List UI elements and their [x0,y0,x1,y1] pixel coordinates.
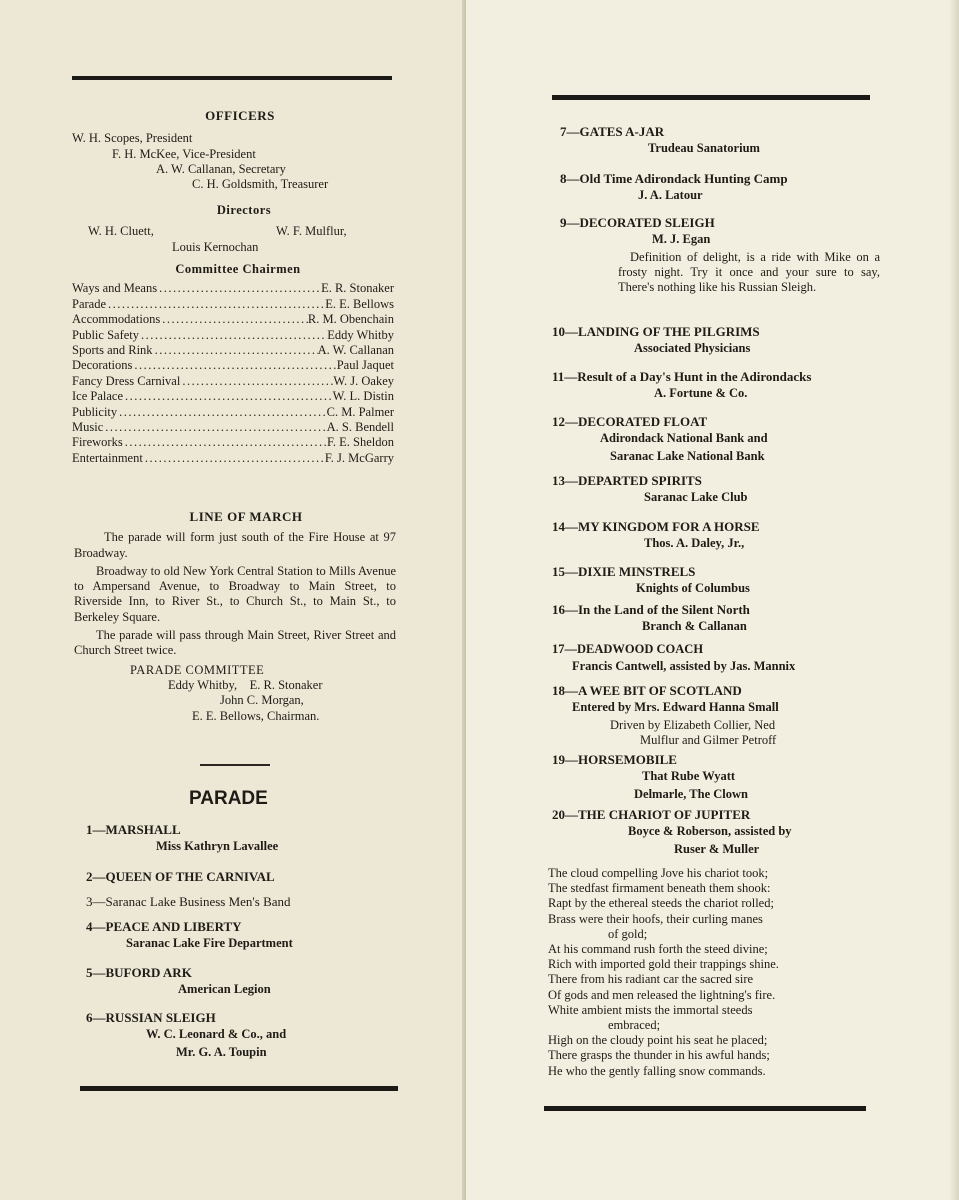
parade-committee-line: John C. Morgan, [220,693,304,708]
parade-item [560,171,890,204]
parade-item-entrant: M. J. Egan [652,232,711,247]
poem-line: embraced; [608,1018,661,1033]
parade-item-title: 2—QUEEN OF THE CARNIVAL [86,869,275,884]
director-name: W. H. Cluett, [88,224,154,239]
poem-line: White ambient mists the immortal steeds [548,1002,753,1017]
parade-item-title: 3—Saranac Lake Business Men's Band [86,894,291,909]
parade-item [86,869,406,884]
committee-row [72,328,394,343]
parade-item-entrant: American Legion [178,982,271,997]
parade-item [560,215,890,295]
committee-chair: Paul Jaquet [336,358,394,373]
parade-item [552,324,882,357]
parade-item [86,1010,406,1060]
director-name: Louis Kernochan [172,240,259,255]
march-heading: LINE OF MARCH [189,509,303,524]
parade-item-title: 19—HORSEMOBILE [552,752,677,767]
committee-row [72,343,394,358]
officer-line: C. H. Goldsmith, Treasurer [192,177,329,192]
poem-line: Brass were their hoofs, their curling manes [548,911,763,926]
bottom-rule [544,1106,866,1111]
officers-list [72,131,402,192]
leader-dots [103,420,326,435]
committee-chair: F. J. McGarry [324,450,394,465]
parade-item-entrant: Delmarle, The Clown [634,786,748,801]
committee-role: Music [72,419,104,434]
leader-dots [117,405,326,420]
parade-item-title: 8—Old Time Adirondack Hunting Camp [560,171,788,186]
committee-chair: A. S. Bendell [326,419,394,434]
parade-item-entrant: Miss Kathryn Lavallee [156,839,279,854]
committee-role: Fancy Dress Carnival [72,373,181,388]
march-paragraph: The parade will pass through Main Street, River Street and Church Street twice. [74,628,396,658]
committee-role: Accommodations [72,312,161,327]
committee-row [72,374,394,389]
parade-item-title: 13—DEPARTED SPIRITS [552,473,702,488]
committee-role: Publicity [72,404,118,419]
parade-item-title: 7—GATES A-JAR [560,124,665,139]
parade-item [552,807,882,857]
committee-chair: C. M. Palmer [326,404,394,419]
officer-line: F. H. McKee, Vice-President [112,146,256,161]
march-paragraph: The parade will form just south of the Fire House at 97 Broadway. [74,530,396,560]
parade-item-entrant: A. Fortune & Co. [654,386,748,401]
committee-row [72,312,394,327]
committee-row [72,420,394,435]
right-page [466,0,959,1200]
parade-item-entrant: Trudeau Sanatorium [648,141,760,156]
bottom-rule [80,1086,398,1091]
committee-heading: Committee Chairmen [175,262,301,276]
parade-item-entrant: That Rube Wyatt [642,769,736,784]
jupiter-poem [548,866,878,1079]
leader-dots [123,389,333,404]
parade-item [86,894,406,909]
committee-row [72,358,394,373]
leader-dots [139,328,327,343]
parade-item-title: 20—THE CHARIOT OF JUPITER [552,807,751,822]
parade-item [86,919,406,952]
parade-item [552,602,882,635]
parade-item-entrant: Mr. G. A. Toupin [176,1044,267,1059]
parade-item-entrant: Saranac Lake Fire Department [126,936,293,951]
parade-item-title: 9—DECORATED SLEIGH [560,215,715,230]
committee-row [72,451,394,466]
parade-item [86,965,406,998]
parade-item-title: 6—RUSSIAN SLEIGH [86,1010,216,1025]
scotland-description: Mulflur and Gilmer Petroff [640,732,777,747]
parade-item-entrant: Branch & Callanan [642,619,747,634]
parade-item-title: 5—BUFORD ARK [86,965,192,980]
scotland-description: Driven by Elizabeth Collier, Ned [610,717,776,732]
poem-line: There from his radiant car the sacred sire [548,972,754,987]
committee-role: Public Safety [72,327,140,342]
parade-item-entrant: Francis Cantwell, assisted by Jas. Mannix [572,659,796,674]
committee-chair: W. J. Oakey [333,373,394,388]
poem-line: The stedfast firmament beneath them shook: [548,881,771,896]
parade-item-entrant: Knights of Columbus [636,581,750,596]
parade-item-title: 10—LANDING OF THE PILGRIMS [552,324,760,339]
parade-item-title: 15—DIXIE MINSTRELS [552,564,696,579]
parade-committee-heading: PARADE COMMITTEE [130,662,265,677]
committee-role: Sports and Rink [72,342,153,357]
committee-row [72,281,394,296]
parade-item-title: 14—MY KINGDOM FOR A HORSE [552,519,760,534]
poem-line: Rich with imported gold their trappings shine. [548,957,779,972]
parade-item-entrant: Entered by Mrs. Edward Hanna Small [572,700,779,715]
officers-section [72,108,402,192]
parade-item [552,473,882,506]
parade-item-entrant: Ruser & Muller [674,841,760,856]
parade-item [560,124,890,157]
parade-item-title: 1—MARSHALL [86,822,181,837]
officer-line: W. H. Scopes, President [72,131,193,146]
leader-dots [132,358,336,373]
parade-item-entrant: J. A. Latour [638,188,703,203]
parade-item-entrant: Adirondack National Bank and [600,431,768,446]
directors-heading: Directors [216,203,272,217]
parade-item-title: 4—PEACE AND LIBERTY [86,919,242,934]
committee-chair: F. E. Sheldon [326,435,394,450]
committee-chair: Eddy Whitby [327,327,394,342]
leader-dots [106,297,325,312]
committee-list [72,281,394,466]
poem-line: At his command rush forth the steed divine; [548,942,768,957]
parade-item [552,752,882,802]
divider [200,764,270,766]
poem-line: Rapt by the ethereal steeds the chariot rolled; [548,896,774,911]
poem-line: of gold; [608,926,648,941]
committee-role: Parade [72,296,107,311]
parade-item [86,822,406,855]
poem-line: High on the cloudy point his seat he placed; [548,1033,768,1048]
committee-role: Ways and Means [72,281,158,296]
leader-dots [123,435,327,450]
directors-section [72,203,402,256]
director-name: W. F. Mulflur, [276,224,347,239]
march-paragraph: Broadway to old New York Central Station to Mills Avenue to Ampersand Avenue, to Broadway to Main Street, to Riverside Inn, to River St., to Church St., to Main St., to Berkeley Square. [74,563,396,624]
left-page [0,0,466,1200]
committee-row [72,389,394,404]
committee-chair: W. L. Distin [332,389,394,404]
parade-item [552,369,882,402]
parade-committee-line: E. E. Bellows, Chairman. [192,708,320,723]
parade-item [552,642,882,675]
parade-committee-line: Eddy Whitby, E. R. Stonaker [168,677,323,692]
parade-item [552,564,882,597]
parade-item [552,519,882,552]
parade-item-title: 12—DECORATED FLOAT [552,414,708,429]
line-of-march-section [74,509,396,724]
parade-item-entrant: Thos. A. Daley, Jr., [644,536,745,551]
parade-item [552,414,882,464]
parade-item-title: 18—A WEE BIT OF SCOTLAND [552,683,742,698]
parade-item-entrant: Associated Physicians [634,341,751,356]
parade-item-entrant: Saranac Lake Club [644,490,748,505]
leader-dots [180,374,333,389]
leader-dots [143,451,325,466]
committee-chair: R. M. Obenchain [307,312,394,327]
poem-line: There grasps the thunder in his awful hands; [548,1048,770,1063]
poem-line: He who the gently falling snow commands. [548,1063,766,1078]
committee-role: Ice Palace [72,389,124,404]
parade-item-entrant: Saranac Lake National Bank [610,448,765,463]
parade-heading: PARADE [189,788,268,809]
parade-item [552,683,882,748]
leader-dots [157,281,321,296]
committee-chair: A. W. Callanan [317,342,394,357]
leader-dots [160,312,308,327]
committee-row [72,297,394,312]
top-rule [72,76,392,80]
parade-item-title: 17—DEADWOOD COACH [552,642,704,656]
parade-item-title: 16—In the Land of the Silent North [552,602,750,617]
parade-item-title: 11—Result of a Day's Hunt in the Adirondacks [552,369,812,384]
committee-role: Entertainment [72,450,143,465]
page-edge [949,0,959,1200]
committee-role: Decorations [72,358,133,373]
committee-chair: E. E. Bellows [325,296,394,311]
officer-line: A. W. Callanan, Secretary [156,161,286,176]
committee-row [72,435,394,450]
committee-row [72,405,394,420]
committee-section [72,262,394,466]
sleigh-description: Definition of delight, is a ride with Mike on a frosty night. Try it once and your sure to say, There's nothing like his Russian Sleigh. [618,249,880,295]
leader-dots [153,343,318,358]
parade-item-entrant: Boyce & Roberson, assisted by [628,824,792,839]
poem-line: The cloud compelling Jove his chariot took; [548,866,769,880]
poem-line: Of gods and men released the lightning's fire. [548,987,776,1002]
committee-chair: E. R. Stonaker [321,281,394,296]
officers-heading: OFFICERS [205,108,275,123]
parade-item-entrant: W. C. Leonard & Co., and [146,1027,287,1042]
committee-role: Fireworks [72,435,123,450]
top-rule [552,95,870,100]
